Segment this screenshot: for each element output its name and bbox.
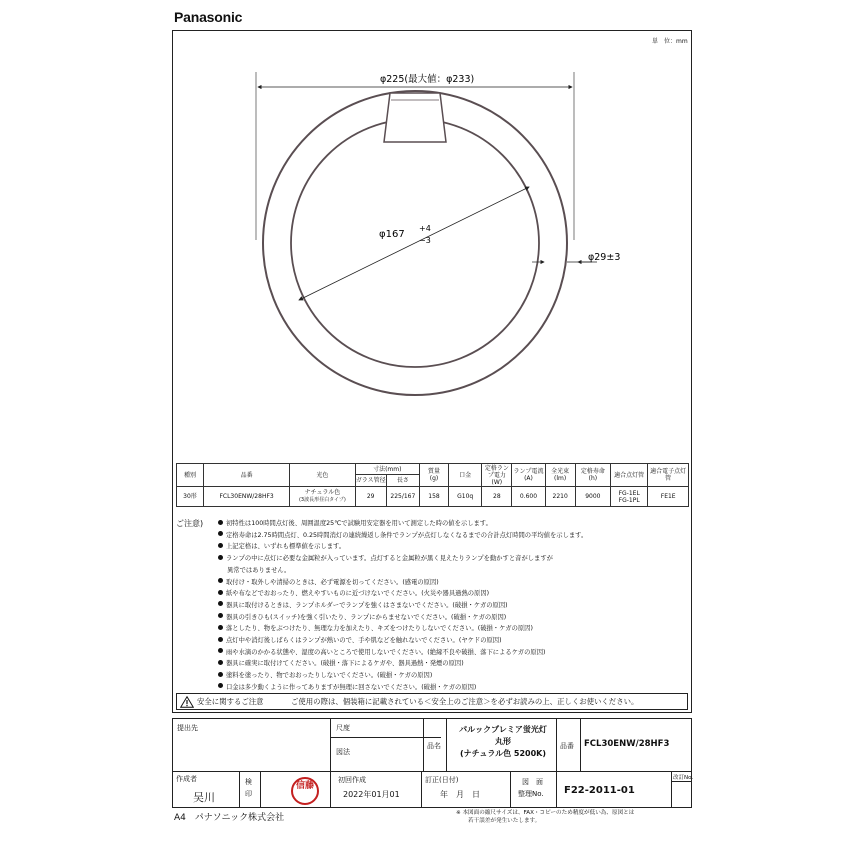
- cell-glass-dia: 29: [355, 487, 386, 507]
- scale-label: 尺度: [336, 724, 350, 732]
- paper-size: A4: [174, 813, 186, 823]
- list-item: 落としたり、物をぶつけたり、無理な力を加えたり、キズをつけたりしないでください。(破損・ケガの原因): [218, 623, 688, 635]
- first-made-date: 2022年01月01: [343, 790, 400, 799]
- spec-table: [176, 463, 689, 507]
- inner-tol-plus: +4: [419, 224, 431, 233]
- list-item: 初特性は100時間点灯後、周囲温度25℃で試験用安定器を用いて測定した時の値を示します。: [218, 518, 688, 530]
- th-ballast: 適合点灯管: [611, 464, 648, 487]
- table-row: [177, 487, 689, 507]
- safety-notice: [176, 693, 688, 710]
- cell-base: G10q: [449, 487, 482, 507]
- cell-ballast: FG-1EL FG-1PL: [611, 487, 648, 507]
- th-ballast-elec: 適合電子点灯管: [648, 464, 689, 487]
- unit-label: 単 位：mm: [652, 38, 688, 45]
- th-part-no: 品番: [204, 464, 290, 487]
- list-item-continuation: 異常ではありません。: [227, 566, 291, 574]
- th-base: 口金: [449, 464, 482, 487]
- approval-stamp: 信藤: [291, 777, 319, 805]
- th-flux: 全光束 (lm): [545, 464, 575, 487]
- cell-mass: 158: [419, 487, 448, 507]
- cell-ballast-elec: FE1E: [648, 487, 689, 507]
- first-made-label: 初回作成: [338, 776, 366, 784]
- th-type: 種別: [177, 464, 204, 487]
- partno-label: 品番: [560, 742, 574, 750]
- inner-tol-minus: −3: [419, 236, 431, 245]
- lamp-drawing: [172, 60, 692, 460]
- list-item: 器具に取付けるときは、ランプホルダーでランプを強くはさまないでください。(破損・ケガの原因): [218, 600, 688, 612]
- revision-label: 訂正(日付): [425, 776, 459, 784]
- notes-title: ご注意): [176, 519, 204, 528]
- cell-type: 30形: [177, 487, 204, 507]
- check-label-2: 印: [245, 790, 252, 798]
- footer: [174, 810, 284, 823]
- cell-power: 28: [482, 487, 512, 507]
- list-item: 雨や水滴のかかる状態や、湿度の高いところで使用しないでください。(絶縁不良や破損、落下によるケガの原因): [218, 647, 688, 659]
- cell-length: 225/167: [386, 487, 419, 507]
- author-name: 吴川: [193, 791, 215, 804]
- list-item: 紙や布などでおおったり、燃えやすいものに近づけないでください。(火災や器具過熱の原因): [218, 588, 688, 600]
- author-label: 作成者: [176, 775, 197, 783]
- drawing-no: F22-2011-01: [564, 785, 635, 796]
- method-label: 図法: [336, 748, 350, 756]
- tube-dim-label: φ29±3: [588, 252, 621, 263]
- check-label-1: 検: [245, 778, 252, 786]
- cell-color: ナチュラル色 (3波長形昼白タイプ): [290, 487, 355, 507]
- th-length: 長さ: [386, 475, 419, 487]
- th-glass-dia: ガラス管径: [355, 475, 386, 487]
- th-dims: 寸法(mm): [355, 464, 419, 475]
- list-item: ランプの中に点灯に必要な金属粒が入っています。点灯すると金属粒が黒く見えたりランプを動かすと音がしますが: [218, 553, 688, 565]
- inner-dim-label: φ167: [379, 229, 405, 240]
- cell-part-no: FCL30ENW/28HF3: [204, 487, 290, 507]
- cell-current: 0.600: [512, 487, 545, 507]
- name-label: 品名: [427, 742, 441, 750]
- company-name: パナソニック株式会社: [194, 813, 285, 823]
- list-item: 器具の引きひも(スイッチ)を強く引いたり、ランプにからませないでください。(破損・ケガの原因): [218, 612, 688, 624]
- th-life: 定格寿命 (h): [575, 464, 610, 487]
- submit-to-label: 提出先: [177, 724, 198, 732]
- list-item: 口金は多少動くように作ってありますが無理に回さないでください。(破損・ケガの原因): [218, 682, 688, 694]
- th-power: 定格ランプ電力 (W): [482, 464, 512, 487]
- notes-list: [218, 518, 688, 694]
- title-block: [172, 718, 692, 808]
- th-mass: 質量 (g): [419, 464, 448, 487]
- partno-value: FCL30ENW/28HF3: [584, 739, 670, 749]
- list-item: 取付け・取外しや清掃のときは、必ず電源を切ってください。(感電の原因): [218, 577, 688, 589]
- brand-logo: Panasonic: [174, 9, 243, 25]
- safety-label: 安全に関するご注意: [197, 697, 264, 706]
- drawing-no-label-1: 図 面: [522, 778, 543, 786]
- list-item: 点灯中や消灯後しばらくはランプが熱いので、手や肌などを触れないでください。(ヤケドの原因): [218, 635, 688, 647]
- revision-date: 年 月 日: [440, 790, 480, 799]
- warning-icon: [180, 696, 194, 708]
- outer-dim-label: φ225(最大値：φ233): [380, 74, 475, 85]
- th-current: ランプ電流 (A): [512, 464, 545, 487]
- safety-text: ご使用の際は、個装箱に記載されている＜安全上のご注意＞を必ずお読みの上、正しくお使いください。: [291, 697, 639, 706]
- th-color: 光色: [290, 464, 355, 487]
- product-name: パルックプレミア蛍光灯 丸形 (ナチュラル色 5200K): [459, 725, 547, 758]
- footer-note: ※ 本図面の縮尺サイズは、FAX・コピーのため精度が低い為、原図とは 若干誤差が発生いたします。: [456, 810, 635, 824]
- list-item: 器具に確実に取付けてください。(破損・落下によるケガや、器具過熱・発煙の原因): [218, 658, 688, 670]
- rev-no-label: 改訂No.: [673, 775, 694, 781]
- list-item: 塗料を塗ったり、物でおおったりしないでください。(破損・ケガの原因): [218, 670, 688, 682]
- drawing-no-label-2: 整理No.: [518, 790, 544, 798]
- list-item: 上記定格は、いずれも標準値を示します。: [218, 541, 688, 553]
- list-item: 定格寿命は2.75時間点灯、0.25時間消灯の連続繰返し条件でランプが点灯しなくなるまでの合計点灯時間の平均値を示します。: [218, 530, 688, 542]
- inner-dim-line: [299, 187, 529, 300]
- cell-flux: 2210: [545, 487, 575, 507]
- cell-life: 9000: [575, 487, 610, 507]
